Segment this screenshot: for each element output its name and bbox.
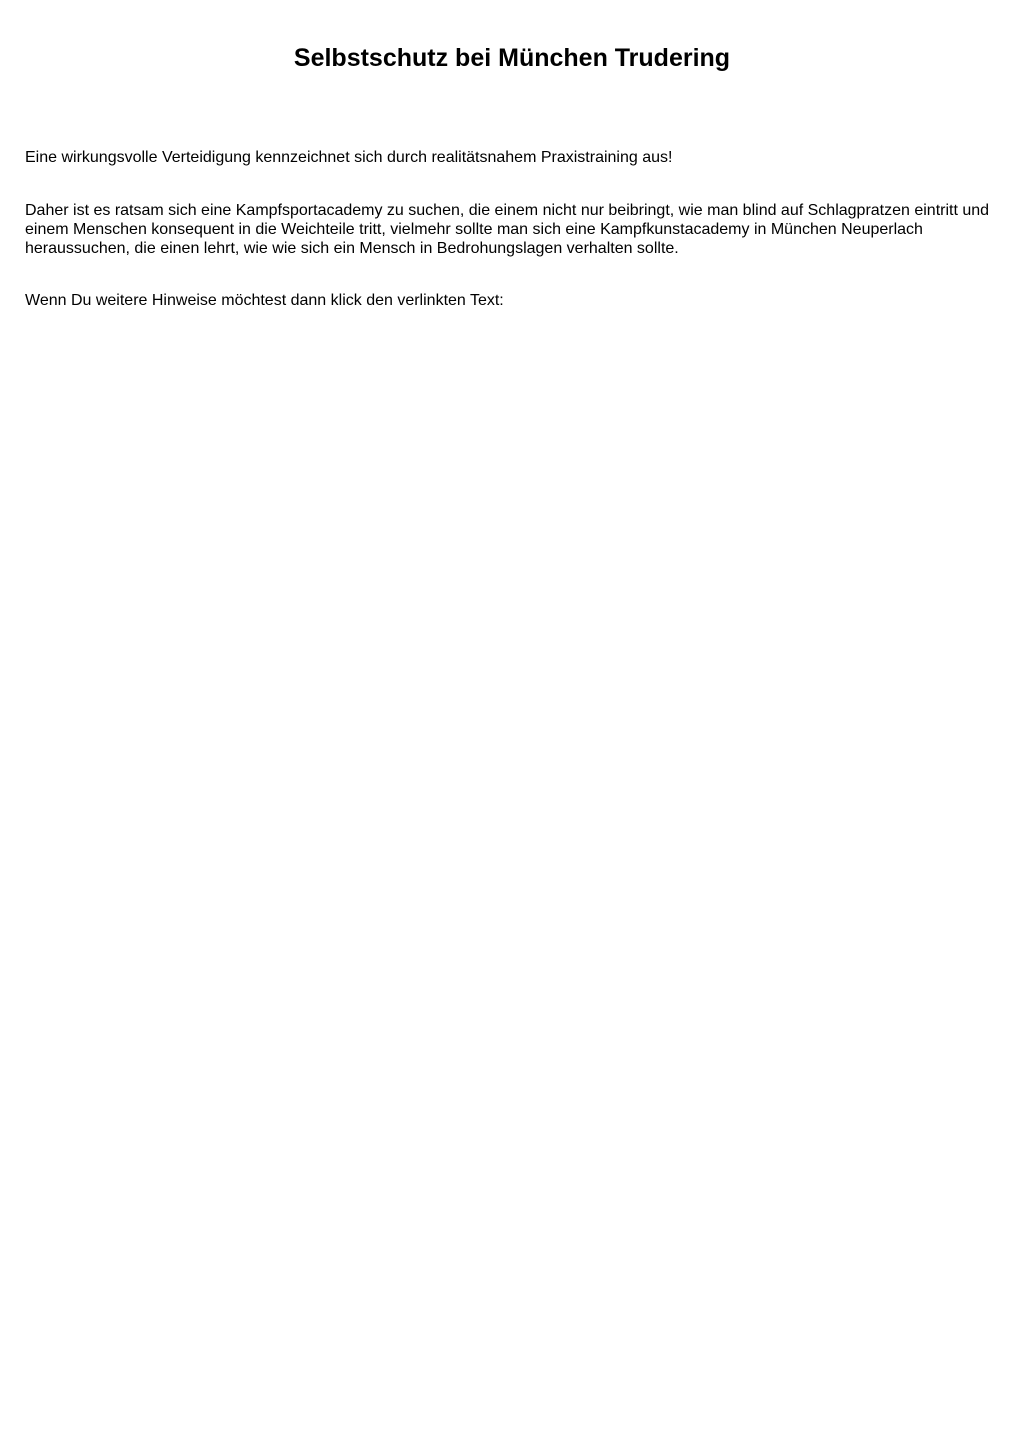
paragraph-intro: Eine wirkungsvolle Verteidigung kennzeichnet sich durch realitätsnahem Praxistraining aus! [25, 149, 673, 166]
paragraph-body: Daher ist es ratsam sich eine Kampfsportacademy zu suchen, die einem nicht nur beibringt, wie man blind auf Schlagpratzen eintritt und einem Menschen konsequent in die Weichteile tritt, vielmehr sollte man sich eine Kampfkunstacademy in München Neuperlach heraussuchen, die einen lehrt, wie wie sich ein Mensch in Bedrohungslagen verhalten sollte. [25, 202, 990, 257]
paragraph-link-prompt: Wenn Du weitere Hinweise möchtest dann klick den verlinkten Text: [25, 292, 504, 309]
page-title: Selbstschutz bei München Trudering [293, 44, 731, 72]
